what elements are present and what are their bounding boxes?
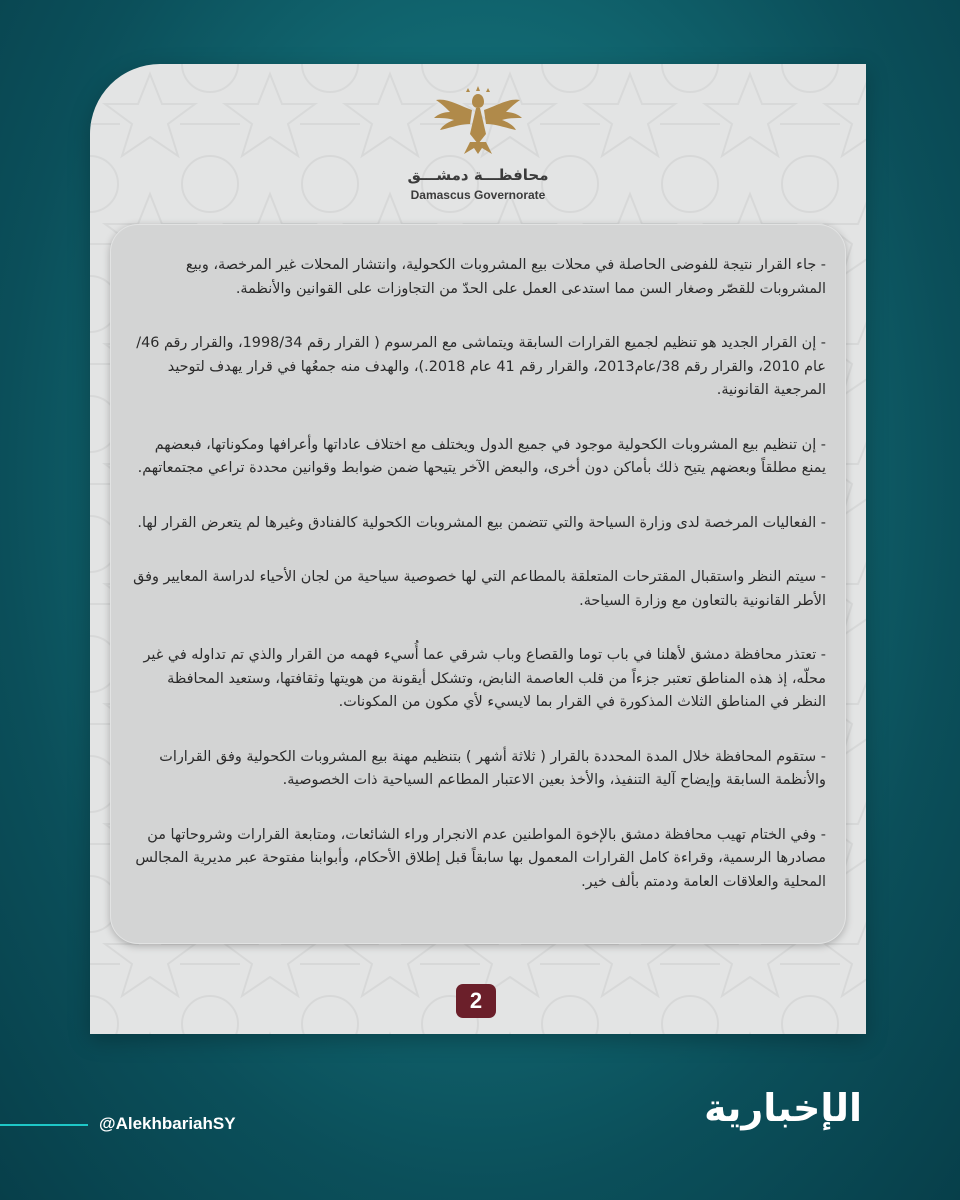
channel-logo: الإخبارية (704, 1086, 862, 1130)
page-number-badge: 2 (456, 984, 496, 1018)
governorate-name-arabic: محافظـــة دمشـــق (407, 166, 549, 184)
paragraph-4: - الفعاليات المرخصة لدى وزارة السياحة والتي تتضمن بيع المشروبات الكحولية كالفنادق وغيرها لم يتعرض القرار لها. (137, 514, 826, 531)
paragraph-8: - وفي الختام تهيب محافظة دمشق بالإخوة المواطنين عدم الانجرار وراء الشائعات، ومتابعة القرارات وشروحاتها من مصادرها الرسمية، وقراءة كامل القرارات المعمول بها سابقاً قبل إطلاق الأحكام، وأبوابنا مفتوحة عبر مديرية المجالس المحلية والعلاقات العامة ودمتم بألف خير. (135, 826, 826, 890)
paragraph-2: - إن القرار الجديد هو تنظيم لجميع القرارات السابقة ويتماشى مع المرسوم ( القرار رقم 1998/34، والقرار رقم 46/عام 2010، والقرار رقم 38/عام2013، والقرار رقم 41 عام 2018.)، والهدف منه جمعُها في قرار يهدف لتوحيد المرجعية القانونية. (136, 335, 826, 398)
document-sheet (90, 64, 866, 1034)
paragraph-5: - سيتم النظر واستقبال المقترحات المتعلقة بالمطاعم التي لها خصوصية سياحية من لجان الأحياء لدراسة المعايير وفق الأطر القانونية بالتعاون مع وزارة السياحة. (133, 569, 826, 609)
paragraph-7: - ستقوم المحافظة خلال المدة المحددة بالقرار ( ثلاثة أشهر ) بتنظيم مهنة بيع المشروبات الكحولية وفق القرارات والأنظمة السابقة وإيضاح آلية التنفيذ، والأخذ بعين الاعتبار المطاعم السياحية ذات الخصوصية. (159, 748, 826, 788)
statement-card (110, 224, 846, 944)
paragraph-6: - تعتذر محافظة دمشق لأهلنا في باب توما والقصاع وباب شرقي عما أُسيء فهمه من القرار والذي تم تداوله في غير محلّه، إذ هذه المناطق تعتبر جزءاً من قلب العاصمة النابض، وتشكل أيقونة من هويتها وثقافتها، وستعيد المحافظة النظر في المناطق الثلاث المذكورة في القرار بما لايسيء لأي مكون من المكونات. (143, 647, 826, 710)
paragraph-1: - جاء القرار نتيجة للفوضى الحاصلة في محلات بيع المشروبات الكحولية، وانتشار المحلات غير المرخصة، وبيع المشروبات للقصّر وصغار السن مما استدعى العمل على الحدّ من التجاوزات على القوانين والأنظمة. (185, 257, 826, 297)
social-handle: @AlekhbariahSY (99, 1114, 236, 1133)
footer-accent-line (0, 1124, 88, 1126)
letterhead (90, 84, 866, 202)
statement-body (132, 254, 826, 925)
governorate-name-english: Damascus Governorate (410, 188, 546, 202)
paragraph-3: - إن تنظيم بيع المشروبات الكحولية موجود في جميع الدول ويختلف مع اختلاف عاداتها وأعرافها ومكوناتها، فبعضهم يمنع مطلقاً وبعضهم يتيح ذلك بأماكن دون أخرى، والبعض الآخر يتيحها ضمن ضوابط وقوانين محددة تراعي مجتمعاتهم. (137, 436, 826, 476)
eagle-emblem-icon (430, 84, 526, 156)
